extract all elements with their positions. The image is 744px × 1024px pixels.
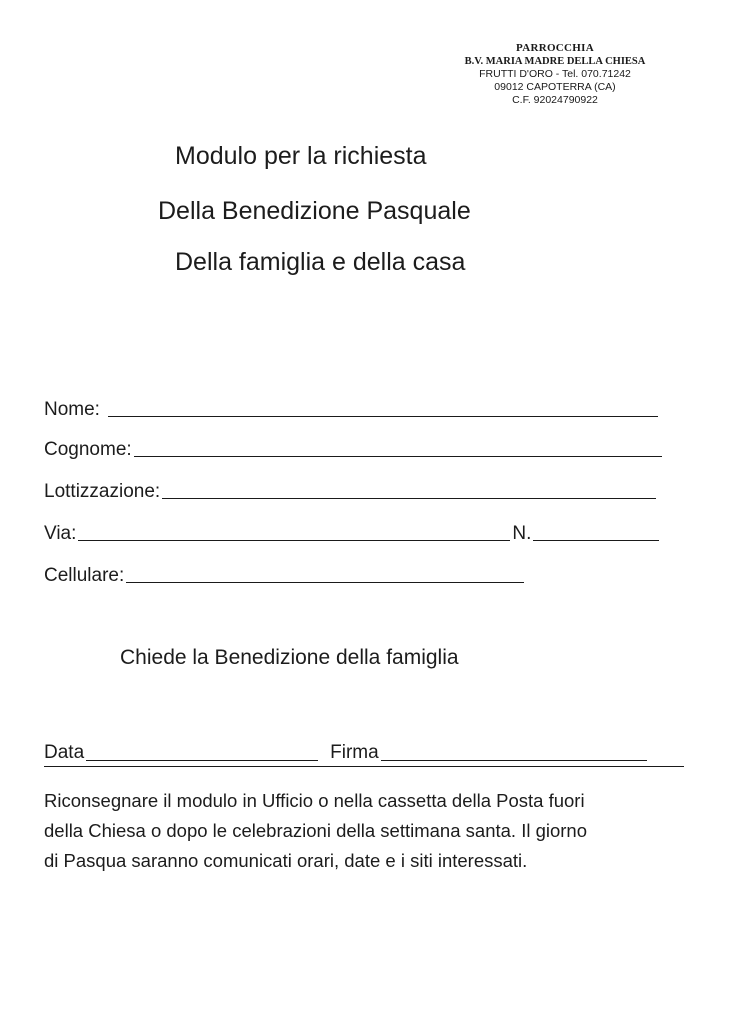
form-title-line-1: Modulo per la richiesta (175, 142, 427, 170)
request-statement: Chiede la Benedizione della famiglia (120, 646, 459, 669)
stamp-parish-name: B.V. MARIA MADRE DELLA CHIESA (464, 56, 646, 67)
form-title-line-2: Della Benedizione Pasquale (158, 197, 471, 225)
cognome-field (44, 434, 662, 460)
note-line-2: della Chiesa o dopo le celebrazioni della settimana santa. Il giorno (44, 820, 588, 841)
stamp-city: 09012 CAPOTERRA (CA) (494, 81, 616, 93)
lottizzazione-field (44, 476, 656, 502)
numero-input-line[interactable] (533, 540, 659, 541)
data-label: Data (44, 742, 85, 763)
nome-label: Nome: (44, 399, 100, 420)
form-title-line-3: Della famiglia e della casa (175, 248, 466, 276)
via-label: Via: (44, 523, 77, 544)
via-input-line[interactable] (78, 540, 510, 541)
stamp-address-phone: FRUTTI D'ORO - Tel. 070.71242 (479, 68, 631, 80)
cellulare-input-line[interactable] (126, 582, 524, 583)
lottizzazione-input-line[interactable] (162, 498, 656, 499)
cellulare-label: Cellulare: (44, 565, 125, 586)
cognome-input-line[interactable] (134, 456, 662, 457)
via-field (44, 518, 659, 544)
note-line-3: di Pasqua saranno comunicati orari, date e i siti interessati. (44, 850, 528, 871)
cellulare-field (44, 560, 524, 586)
separator-rule (44, 766, 684, 767)
firma-label: Firma (330, 742, 379, 763)
lottizzazione-label: Lottizzazione: (44, 481, 161, 502)
note-line-1: Riconsegnare il modulo in Ufficio o nella cassetta della Posta fuori (44, 790, 585, 811)
signature-row (44, 738, 647, 764)
parish-stamp (430, 42, 680, 107)
numero-label: N. (512, 523, 532, 544)
cognome-label: Cognome: (44, 439, 132, 460)
data-input-line[interactable] (86, 760, 318, 761)
stamp-tax-code: C.F. 92024790922 (512, 94, 598, 106)
stamp-parish: PARROCCHIA (516, 42, 594, 54)
nome-input-line[interactable] (108, 416, 658, 417)
nome-field (44, 394, 658, 420)
firma-input-line[interactable] (381, 760, 647, 761)
instructions-note (44, 786, 704, 876)
